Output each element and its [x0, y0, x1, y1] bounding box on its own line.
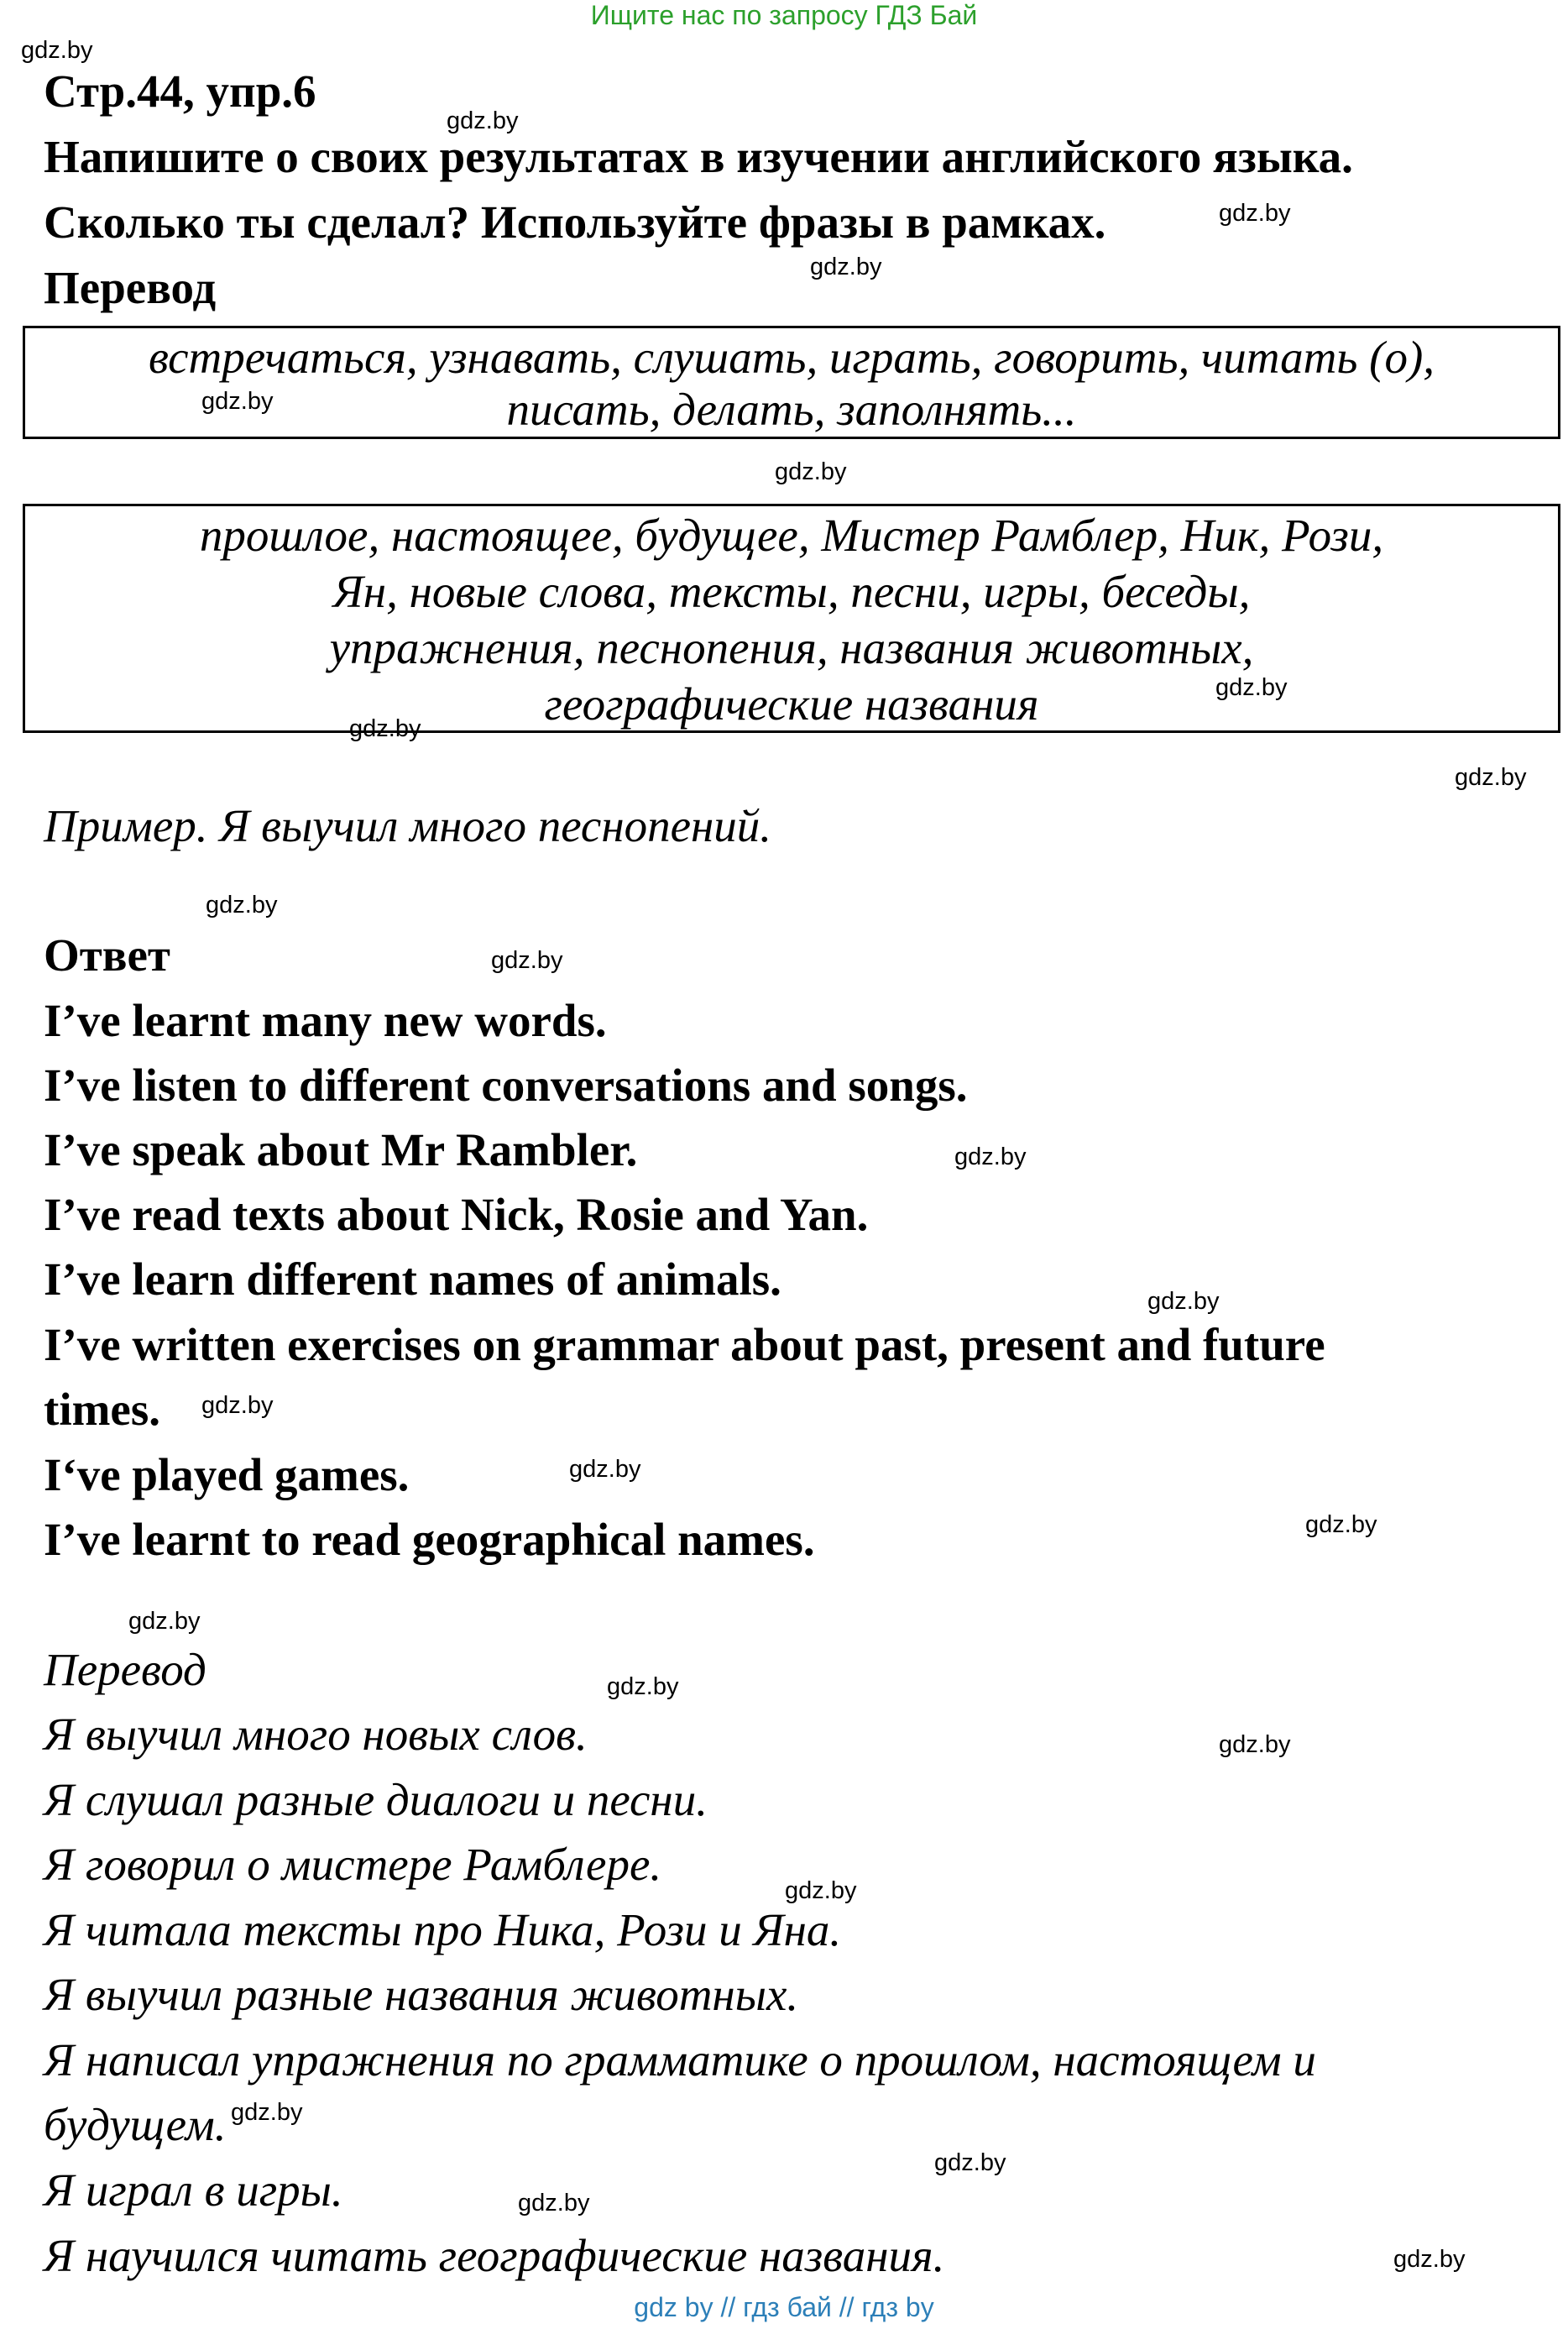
footer-links[interactable]: gdz by // гдз бай // гдз by	[634, 2292, 934, 2322]
translation-line: Я читала тексты про Ника, Рози и Яна.	[44, 1904, 842, 1955]
answer-line: I’ve written exercises on grammar about past, present and future	[44, 1319, 1325, 1370]
verbs-box-line-2: писать, делать, заполнять...	[506, 384, 1077, 435]
nouns-box-line-4: географические названия	[544, 678, 1039, 730]
watermark: gdz.by	[785, 1877, 857, 1904]
translation-heading: Перевод	[44, 262, 217, 313]
watermark: gdz.by	[1455, 764, 1527, 791]
answer-line: I‘ve played games.	[44, 1449, 410, 1500]
watermark: gdz.by	[21, 37, 93, 64]
nouns-box-line-2: Ян, новые слова, тексты, песни, игры, беседы,	[332, 566, 1251, 617]
translation-line: Я говорил о мистере Рамблере.	[44, 1839, 662, 1890]
nouns-box	[23, 504, 1560, 733]
watermark: gdz.by	[206, 892, 278, 919]
watermark: gdz.by	[775, 458, 847, 485]
translation-line: будущем.	[44, 2099, 227, 2150]
answer-line: I’ve read texts about Nick, Rosie and Yan.	[44, 1189, 869, 1240]
watermark: gdz.by	[201, 1392, 274, 1419]
watermark: gdz.by	[201, 388, 274, 415]
translation-line: Я выучил разные названия животных.	[44, 1969, 799, 2020]
watermark: gdz.by	[231, 2099, 303, 2126]
watermark: gdz.by	[934, 2149, 1006, 2176]
watermark: gdz.by	[1305, 1511, 1377, 1538]
translation-line: Я написал упражнения по грамматике о прошлом, настоящем и	[44, 2034, 1316, 2086]
answer-line: I’ve learn different names of animals.	[44, 1253, 781, 1305]
answer-line: times.	[44, 1384, 160, 1435]
watermark: gdz.by	[1215, 674, 1288, 701]
watermark: gdz.by	[447, 107, 519, 134]
watermark: gdz.by	[491, 947, 563, 974]
verbs-box	[23, 326, 1560, 439]
watermark: gdz.by	[349, 715, 421, 742]
answer-line: I’ve learnt many new words.	[44, 995, 607, 1046]
page-reference: Стр.44, упр.6	[44, 65, 316, 117]
answer-heading: Ответ	[44, 929, 170, 981]
watermark: gdz.by	[1219, 200, 1291, 227]
watermark: gdz.by	[607, 1673, 679, 1700]
watermark: gdz.by	[518, 2190, 590, 2216]
task-line-1: Напишите о своих результатах в изучении английского языка.	[44, 131, 1353, 182]
answer-line: I’ve learnt to read geographical names.	[44, 1514, 815, 1565]
nouns-box-line-1: прошлое, настоящее, будущее, Мистер Рамблер, Ник, Рози,	[199, 510, 1384, 561]
watermark: gdz.by	[1393, 2246, 1466, 2273]
example-sentence: Пример. Я выучил много песнопений.	[44, 800, 772, 851]
watermark: gdz.by	[569, 1456, 641, 1483]
watermark: gdz.by	[1219, 1731, 1291, 1758]
watermark: gdz.by	[1147, 1288, 1220, 1315]
translation-line: Я научился читать географические названия.	[44, 2230, 945, 2281]
watermark: gdz.by	[128, 1608, 201, 1635]
top-banner-link[interactable]: Ищите нас по запросу ГДЗ Бай	[590, 0, 978, 30]
verbs-box-line-1: встречаться, узнавать, слушать, играть, говорить, читать (о),	[148, 332, 1435, 383]
translation-line: Я слушал разные диалоги и песни.	[44, 1774, 708, 1825]
translation-line: Я играл в игры.	[44, 2164, 343, 2216]
nouns-box-line-3: упражнения, песнопения, названия животных,	[329, 622, 1254, 673]
watermark: gdz.by	[954, 1144, 1027, 1170]
translation-line: Я выучил много новых слов.	[44, 1709, 588, 1760]
watermark: gdz.by	[810, 254, 882, 280]
task-line-2: Сколько ты сделал? Используйте фразы в рамках.	[44, 196, 1106, 248]
translation-section-heading: Перевод	[44, 1644, 206, 1695]
answer-line: I’ve listen to different conversations and songs.	[44, 1060, 968, 1111]
answer-line: I’ve speak about Mr Rambler.	[44, 1124, 638, 1175]
